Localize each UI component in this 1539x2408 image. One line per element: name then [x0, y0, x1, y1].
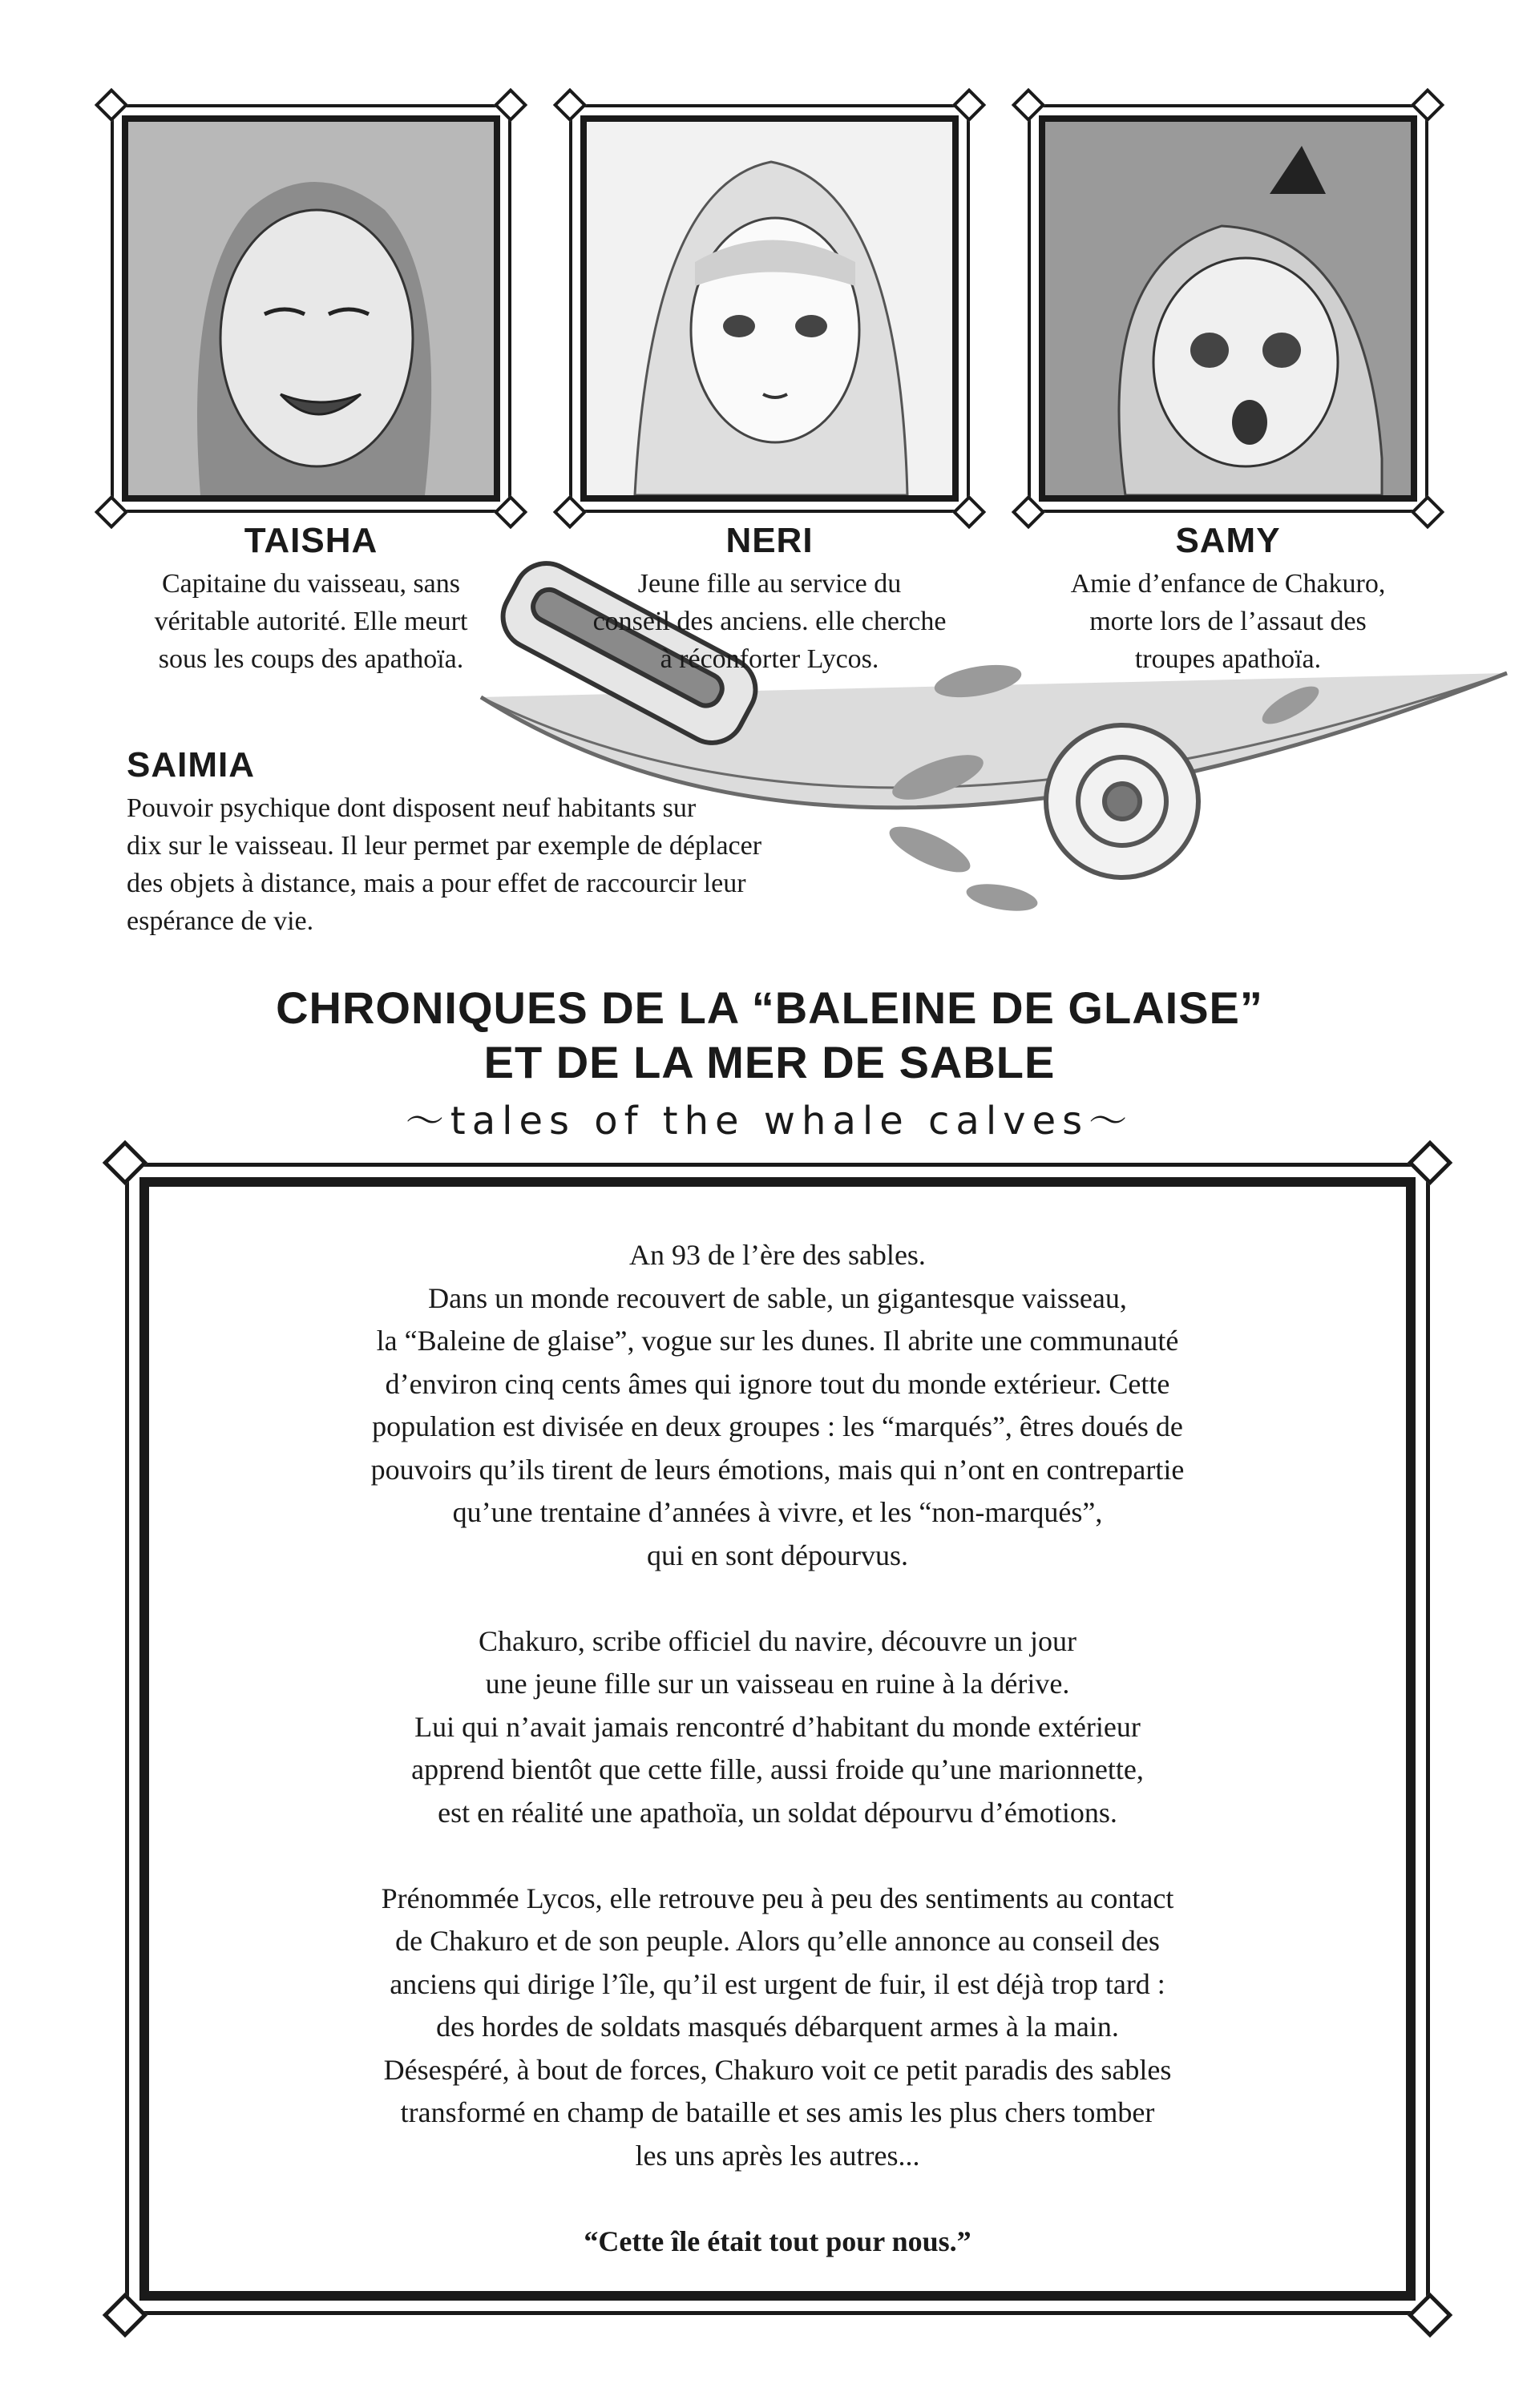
character-description-taisha: Capitaine du vaisseau, sans véritable autorité. Elle meurt sous les coups des apathoïa. [154, 569, 468, 674]
character-name-taisha: TAISHA [244, 521, 378, 560]
synopsis-text [176, 1234, 1379, 2306]
synopsis-frame [112, 1150, 1443, 2328]
saimia-description: Pouvoir psychique dont disposent neuf habitants sur dix sur le vaisseau. Il leur permet par exemple de déplacer des objets à distance, mais a pour effet de raccourcir leur espérance de vie. [127, 793, 762, 936]
portrait-samy [1039, 115, 1417, 502]
portrait-neri [580, 115, 959, 502]
portrait-frame-neri [561, 96, 978, 521]
portrait-frame-taisha [103, 96, 519, 521]
synopsis-tagline: “Cette île était tout pour nous.” [584, 2224, 971, 2257]
title-line-1: CHRONIQUES DE LA “BALEINE DE GLAISE” [276, 982, 1263, 1033]
synopsis-paragraph-1: An 93 de l’ère des sables. Dans un monde recouvert de sable, un gigantesque vaisseau, la “Baleine de glaise”, vogue sur les dunes. Il abrite une communauté d’environ cinq cents âmes qui ignore tout du monde extérieur. Cette population est divisée en deux groupes : les “marqués”, êtres doués de pouvoirs qu’ils tirent de leurs émotions, mais qui n’ont en contrepartie qu’une trentaine d’années à vivre, et les “non-marqués”, qui en sont dépourvus. [370, 1239, 1185, 1571]
character-description-samy: Amie d’enfance de Chakuro, morte lors de l’assaut des troupes apathoïa. [1070, 569, 1386, 674]
character-name-samy: SAMY [1175, 521, 1281, 560]
subtitle: 〜tales of the whale calves〜 [405, 1099, 1134, 1143]
character-description-neri: Jeune fille au service du conseil des anciens. elle cherche à réconforter Lycos. [592, 569, 947, 674]
portrait-taisha [122, 115, 500, 502]
synopsis-paragraph-2: Chakuro, scribe officiel du navire, découvre un jour une jeune fille sur un vaisseau en ruine à la dérive. Lui qui n’avait jamais rencontré d’habitant du monde extérieur apprend bientôt que cette fille, aussi froide qu’une marionnette, est en réalité une apathoïa, un soldat dépourvu d’émotions. [411, 1624, 1144, 1829]
title-line-2: ET DE LA MER DE SABLE [483, 1037, 1056, 1087]
synopsis-paragraph-3: Prénommée Lycos, elle retrouve peu à peu des sentiments au contact de Chakuro et de son peuple. Alors qu’elle annonce au conseil des anciens qui dirige l’île, qu’il est urgent de fuir, il est déjà trop tard : des hordes de soldats masqués débarquent armes à la main. Désespéré, à bout de forces, Chakuro voit ce petit paradis des sables transformé en champ de bataille et ses amis les plus chers tomber les uns après les autres... [381, 1882, 1174, 2172]
character-name-neri: NERI [725, 521, 814, 560]
portrait-frame-samy [1020, 96, 1436, 521]
saimia-title: SAIMIA [127, 745, 255, 785]
